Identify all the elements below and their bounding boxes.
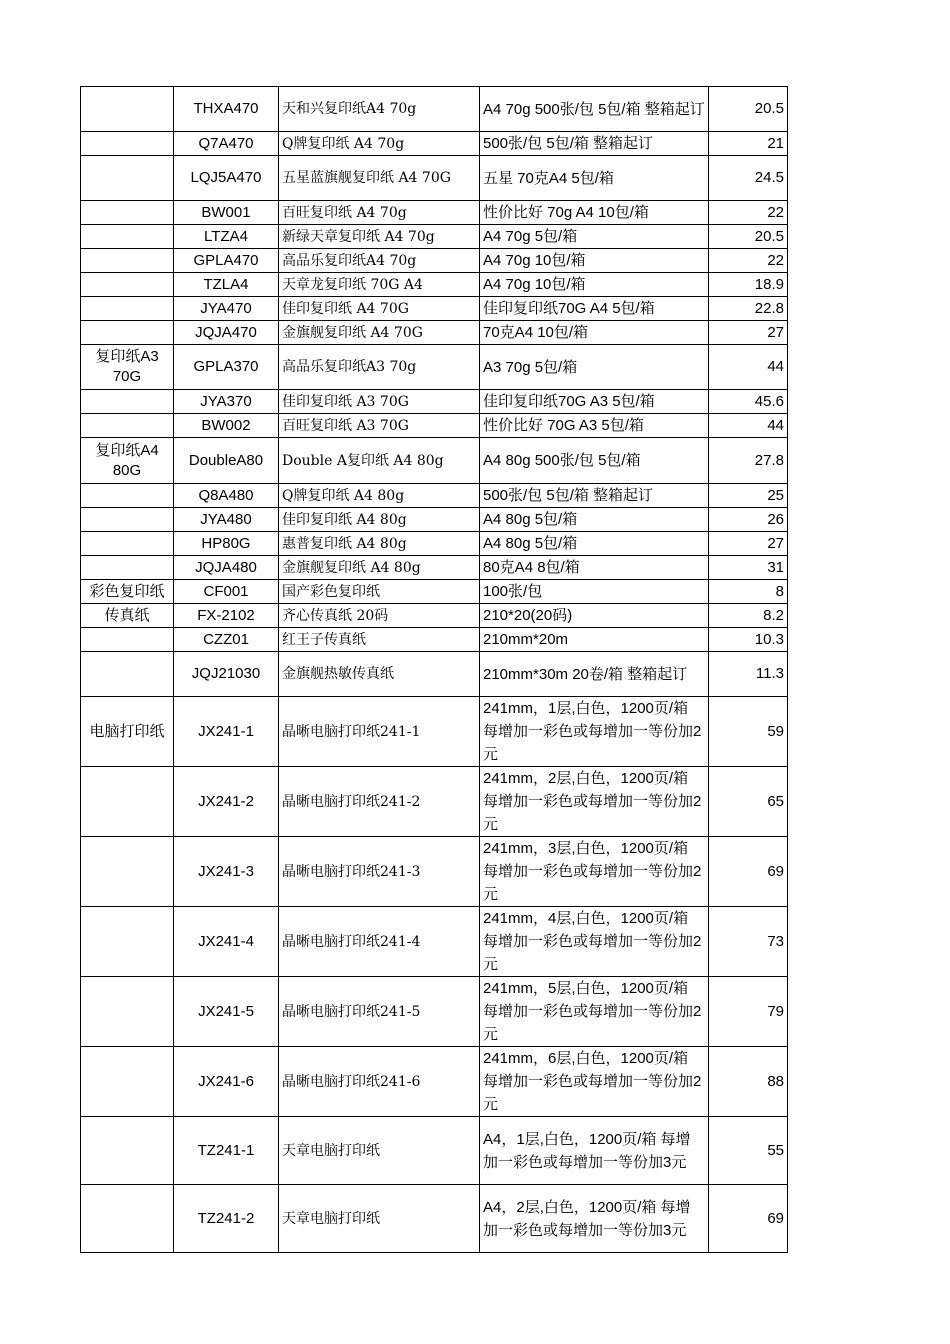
product-code-cell: HP80G	[174, 532, 279, 556]
price-cell: 22.8	[709, 297, 788, 321]
table-row	[81, 697, 788, 767]
product-name-cell: 五星蓝旗舰复印纸 A4 70G	[279, 156, 480, 201]
spec-cell: 241mm，3层,白色，1200页/箱 每增加一彩色或每增加一等份加2元	[480, 837, 709, 907]
category-cell: 传真纸	[81, 604, 174, 628]
spec-cell: A4 70g 5包/箱	[480, 225, 709, 249]
spec-cell: A3 70g 5包/箱	[480, 345, 709, 390]
table-row	[81, 87, 788, 132]
category-cell: 电脑打印纸	[81, 697, 174, 767]
product-name-cell: 百旺复印纸 A4 70g	[279, 201, 480, 225]
product-name-cell: 金旗舰复印纸 A4 80g	[279, 556, 480, 580]
product-code-cell: JYA480	[174, 508, 279, 532]
category-cell	[81, 628, 174, 652]
product-code-cell: LTZA4	[174, 225, 279, 249]
product-name-cell: 天章电脑打印纸	[279, 1117, 480, 1185]
price-cell: 69	[709, 837, 788, 907]
spec-cell: A4，2层,白色，1200页/箱 每增加一彩色或每增加一等份加3元	[480, 1185, 709, 1253]
table-row	[81, 414, 788, 438]
category-cell	[81, 484, 174, 508]
table-row	[81, 628, 788, 652]
category-cell	[81, 414, 174, 438]
product-code-cell: JX241-3	[174, 837, 279, 907]
product-code-cell: BW002	[174, 414, 279, 438]
product-code-cell: JYA470	[174, 297, 279, 321]
product-name-cell: Q牌复印纸 A4 70g	[279, 132, 480, 156]
product-name-cell: 天章电脑打印纸	[279, 1185, 480, 1253]
price-cell: 8	[709, 580, 788, 604]
spec-cell: A4 80g 500张/包 5包/箱	[480, 438, 709, 484]
product-code-cell: CF001	[174, 580, 279, 604]
table-row	[81, 508, 788, 532]
category-cell: 彩色复印纸	[81, 580, 174, 604]
category-cell	[81, 767, 174, 837]
category-cell	[81, 837, 174, 907]
table-row	[81, 837, 788, 907]
price-cell: 55	[709, 1117, 788, 1185]
table-row	[81, 201, 788, 225]
category-cell	[81, 1185, 174, 1253]
price-cell: 69	[709, 1185, 788, 1253]
product-name-cell: 高品乐复印纸A4 70g	[279, 249, 480, 273]
price-cell: 11.3	[709, 652, 788, 697]
category-cell	[81, 1047, 174, 1117]
table-row	[81, 767, 788, 837]
table-row	[81, 132, 788, 156]
category-cell	[81, 532, 174, 556]
product-code-cell: JX241-4	[174, 907, 279, 977]
category-cell	[81, 132, 174, 156]
price-table	[80, 86, 788, 1253]
spec-cell: A4 80g 5包/箱	[480, 532, 709, 556]
product-name-cell: 晶晰电脑打印纸241-4	[279, 907, 480, 977]
table-row	[81, 390, 788, 414]
spec-cell: A4 70g 500张/包 5包/箱 整箱起订	[480, 87, 709, 132]
spec-cell: 五星 70克A4 5包/箱	[480, 156, 709, 201]
price-cell: 22	[709, 249, 788, 273]
product-name-cell: 佳印复印纸 A4 80g	[279, 508, 480, 532]
price-cell: 22	[709, 201, 788, 225]
table-row	[81, 580, 788, 604]
product-name-cell: 新绿天章复印纸 A4 70g	[279, 225, 480, 249]
price-cell: 8.2	[709, 604, 788, 628]
spec-cell: 性价比好 70g A4 10包/箱	[480, 201, 709, 225]
spec-cell: A4 70g 10包/箱	[480, 273, 709, 297]
spec-cell: 70克A4 10包/箱	[480, 321, 709, 345]
table-row	[81, 345, 788, 390]
product-name-cell: 晶晰电脑打印纸241-5	[279, 977, 480, 1047]
spec-cell: 500张/包 5包/箱 整箱起订	[480, 484, 709, 508]
table-row	[81, 907, 788, 977]
category-cell	[81, 390, 174, 414]
category-cell	[81, 1117, 174, 1185]
price-cell: 73	[709, 907, 788, 977]
category-cell: 复印纸A3 70G	[81, 345, 174, 390]
product-code-cell: JX241-6	[174, 1047, 279, 1117]
price-cell: 31	[709, 556, 788, 580]
product-code-cell: JX241-5	[174, 977, 279, 1047]
table-row	[81, 484, 788, 508]
product-code-cell: JQJA480	[174, 556, 279, 580]
price-cell: 20.5	[709, 87, 788, 132]
spec-cell: 241mm，5层,白色，1200页/箱 每增加一彩色或每增加一等份加2元	[480, 977, 709, 1047]
table-row	[81, 273, 788, 297]
category-cell: 复印纸A4 80G	[81, 438, 174, 484]
table-row	[81, 977, 788, 1047]
product-code-cell: GPLA370	[174, 345, 279, 390]
product-code-cell: JX241-2	[174, 767, 279, 837]
product-name-cell: 晶晰电脑打印纸241-1	[279, 697, 480, 767]
table-row	[81, 225, 788, 249]
price-cell: 27.8	[709, 438, 788, 484]
product-name-cell: 天章龙复印纸 70G A4	[279, 273, 480, 297]
spec-cell: 241mm，2层,白色，1200页/箱 每增加一彩色或每增加一等份加2元	[480, 767, 709, 837]
product-code-cell: TZ241-2	[174, 1185, 279, 1253]
category-cell	[81, 201, 174, 225]
product-code-cell: GPLA470	[174, 249, 279, 273]
table-row	[81, 652, 788, 697]
price-table-body	[81, 87, 788, 1253]
table-row	[81, 297, 788, 321]
product-code-cell: DoubleA80	[174, 438, 279, 484]
spec-cell: 241mm，1层,白色，1200页/箱 每增加一彩色或每增加一等份加2元	[480, 697, 709, 767]
product-name-cell: 国产彩色复印纸	[279, 580, 480, 604]
product-name-cell: Q牌复印纸 A4 80g	[279, 484, 480, 508]
category-cell	[81, 87, 174, 132]
spec-cell: 210mm*20m	[480, 628, 709, 652]
category-cell	[81, 977, 174, 1047]
table-row	[81, 556, 788, 580]
price-cell: 21	[709, 132, 788, 156]
price-cell: 79	[709, 977, 788, 1047]
product-code-cell: BW001	[174, 201, 279, 225]
table-row	[81, 604, 788, 628]
table-row	[81, 1047, 788, 1117]
price-cell: 26	[709, 508, 788, 532]
product-name-cell: 晶晰电脑打印纸241-2	[279, 767, 480, 837]
spec-cell: 210mm*30m 20卷/箱 整箱起订	[480, 652, 709, 697]
product-name-cell: 晶晰电脑打印纸241-6	[279, 1047, 480, 1117]
spec-cell: 241mm，6层,白色，1200页/箱 每增加一彩色或每增加一等份加2元	[480, 1047, 709, 1117]
product-name-cell: Double A复印纸 A4 80g	[279, 438, 480, 484]
price-cell: 24.5	[709, 156, 788, 201]
category-cell	[81, 907, 174, 977]
product-code-cell: TZLA4	[174, 273, 279, 297]
spec-cell: 佳印复印纸70G A4 5包/箱	[480, 297, 709, 321]
category-cell	[81, 156, 174, 201]
category-cell	[81, 273, 174, 297]
product-code-cell: JX241-1	[174, 697, 279, 767]
product-code-cell: CZZ01	[174, 628, 279, 652]
price-cell: 27	[709, 532, 788, 556]
product-name-cell: 惠普复印纸 A4 80g	[279, 532, 480, 556]
spec-cell: A4 80g 5包/箱	[480, 508, 709, 532]
table-row	[81, 1185, 788, 1253]
spec-cell: 210*20(20码)	[480, 604, 709, 628]
price-cell: 27	[709, 321, 788, 345]
price-cell: 45.6	[709, 390, 788, 414]
price-cell: 44	[709, 345, 788, 390]
product-name-cell: 佳印复印纸 A3 70G	[279, 390, 480, 414]
spec-cell: 500张/包 5包/箱 整箱起订	[480, 132, 709, 156]
product-name-cell: 百旺复印纸 A3 70G	[279, 414, 480, 438]
product-code-cell: JQJA470	[174, 321, 279, 345]
price-cell: 10.3	[709, 628, 788, 652]
table-row	[81, 249, 788, 273]
spec-cell: 性价比好 70G A3 5包/箱	[480, 414, 709, 438]
product-name-cell: 红王子传真纸	[279, 628, 480, 652]
table-row	[81, 321, 788, 345]
price-cell: 25	[709, 484, 788, 508]
product-name-cell: 高品乐复印纸A3 70g	[279, 345, 480, 390]
spec-cell: 佳印复印纸70G A3 5包/箱	[480, 390, 709, 414]
price-cell: 18.9	[709, 273, 788, 297]
spec-cell: 100张/包	[480, 580, 709, 604]
spec-cell: 80克A4 8包/箱	[480, 556, 709, 580]
product-code-cell: Q7A470	[174, 132, 279, 156]
category-cell	[81, 225, 174, 249]
product-code-cell: Q8A480	[174, 484, 279, 508]
price-cell: 59	[709, 697, 788, 767]
product-name-cell: 天和兴复印纸A4 70g	[279, 87, 480, 132]
table-row	[81, 532, 788, 556]
price-cell: 65	[709, 767, 788, 837]
spec-cell: A4 70g 10包/箱	[480, 249, 709, 273]
product-code-cell: THXA470	[174, 87, 279, 132]
product-code-cell: JYA370	[174, 390, 279, 414]
product-name-cell: 佳印复印纸 A4 70G	[279, 297, 480, 321]
product-name-cell: 齐心传真纸 20码	[279, 604, 480, 628]
price-cell: 44	[709, 414, 788, 438]
spec-cell: A4，1层,白色，1200页/箱 每增加一彩色或每增加一等份加3元	[480, 1117, 709, 1185]
product-name-cell: 金旗舰复印纸 A4 70G	[279, 321, 480, 345]
product-code-cell: FX-2102	[174, 604, 279, 628]
product-name-cell: 金旗舰热敏传真纸	[279, 652, 480, 697]
category-cell	[81, 652, 174, 697]
product-code-cell: JQJ21030	[174, 652, 279, 697]
table-row	[81, 1117, 788, 1185]
spec-cell: 241mm，4层,白色，1200页/箱 每增加一彩色或每增加一等份加2元	[480, 907, 709, 977]
product-name-cell: 晶晰电脑打印纸241-3	[279, 837, 480, 907]
product-code-cell: LQJ5A470	[174, 156, 279, 201]
table-row	[81, 156, 788, 201]
category-cell	[81, 297, 174, 321]
product-code-cell: TZ241-1	[174, 1117, 279, 1185]
category-cell	[81, 249, 174, 273]
table-row	[81, 438, 788, 484]
category-cell	[81, 508, 174, 532]
category-cell	[81, 321, 174, 345]
category-cell	[81, 556, 174, 580]
price-cell: 20.5	[709, 225, 788, 249]
price-cell: 88	[709, 1047, 788, 1117]
